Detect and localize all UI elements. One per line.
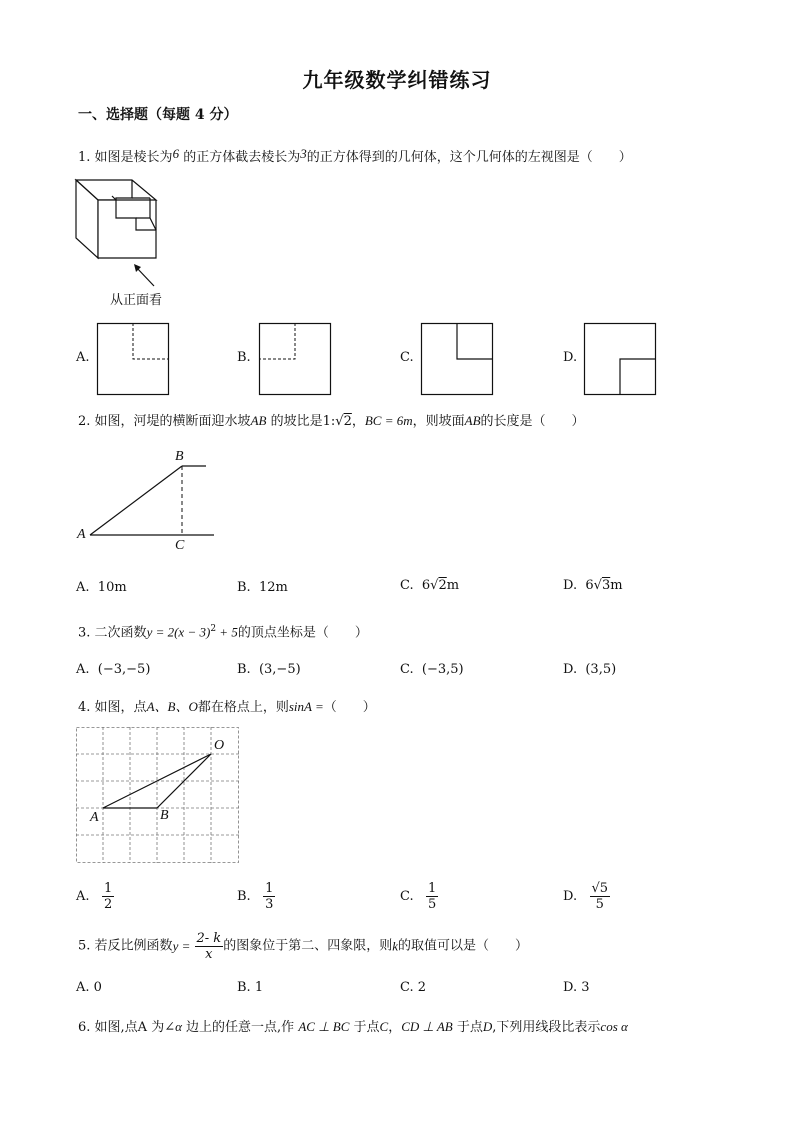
front-view-label: 从正面看 — [110, 293, 163, 308]
q4-option-c[interactable]: C. $\frac{1}{5}$ — [400, 881, 437, 912]
q4-point-a: A — [90, 810, 99, 825]
q3-option-a[interactable]: A. (−3,−5) — [76, 662, 151, 677]
q1-option-d-label[interactable]: D. — [563, 350, 578, 365]
q3-option-d[interactable]: D. (3,5) — [563, 662, 617, 677]
q1-option-b-label[interactable]: B. — [237, 350, 251, 365]
view-direction-arrow — [130, 262, 160, 292]
q1-option-a-figure[interactable] — [97, 323, 169, 395]
q2-point-c: C — [175, 538, 185, 553]
q4-option-a[interactable]: A. $\frac{1}{2}$ — [76, 881, 113, 912]
question-6-text: 6. 如图,点A 为∠α 边上的任意一点,作 AC ⊥ BC 于点C，CD ⊥ AB 于点D,下列用线段比表示cos α — [78, 1019, 628, 1035]
q2-option-b[interactable]: B. 12m — [237, 580, 288, 595]
q4-point-o: O — [214, 738, 225, 753]
q5-option-d[interactable]: D. 3 — [563, 980, 590, 995]
q2-option-c[interactable]: C. 6√2m — [400, 578, 460, 593]
q1-option-c-figure[interactable] — [421, 323, 493, 395]
q2-option-d[interactable]: D. 6√3m — [563, 578, 623, 593]
question-2-text: 2. 如图，河堤的横断面迎水坡AB 的坡比是1:√2，BC = 6m，则坡面AB的长度是（ ） — [78, 413, 585, 429]
question-5-text: 5. 若反比例函数y = $\frac{2- k}{x}$ 的图象位于第二、四象限，则k的取值可以是（ ） — [78, 931, 528, 962]
q3-option-c[interactable]: C. (−3,5) — [400, 662, 464, 677]
question-1-text: 1. 如图是棱长为6 的正方体截去棱长为3的正方体得到的几何体，这个几何体的左视图是（ ） — [78, 146, 632, 165]
q4-point-b: B — [160, 808, 169, 823]
q3-option-b[interactable]: B. (3,−5) — [237, 662, 301, 677]
page-title: 九年级数学纠错练习 — [302, 68, 492, 92]
q2-point-a: A — [77, 527, 86, 542]
q4-option-d[interactable]: D. $\frac{√5}{5}$ — [563, 881, 609, 912]
q1-option-d-figure[interactable] — [584, 323, 656, 395]
q2-option-a[interactable]: A. 10m — [76, 580, 127, 595]
q2-point-b: B — [175, 449, 184, 464]
q1-option-a-label[interactable]: A. — [76, 350, 90, 365]
q5-option-b[interactable]: B. 1 — [237, 980, 264, 995]
q5-option-c[interactable]: C. 2 — [400, 980, 427, 995]
question-3-text: 3. 二次函数$y = 2(x - 3)^2 + 5$的顶点坐标是（ ） — [78, 624, 368, 641]
question-4-text: 4. 如图，点A、B、O都在格点上，则sinA =（ ） — [78, 699, 376, 715]
q2-slope-figure — [76, 450, 216, 555]
section-heading: 一、选择题（每题 4 分） — [78, 107, 238, 123]
q5-option-a[interactable]: A. 0 — [76, 980, 102, 995]
q1-option-b-figure[interactable] — [259, 323, 331, 395]
q4-option-b[interactable]: B. $\frac{1}{3}$ — [237, 881, 274, 912]
q1-option-c-label[interactable]: C. — [400, 350, 414, 365]
q1-solid-figure — [74, 178, 164, 268]
